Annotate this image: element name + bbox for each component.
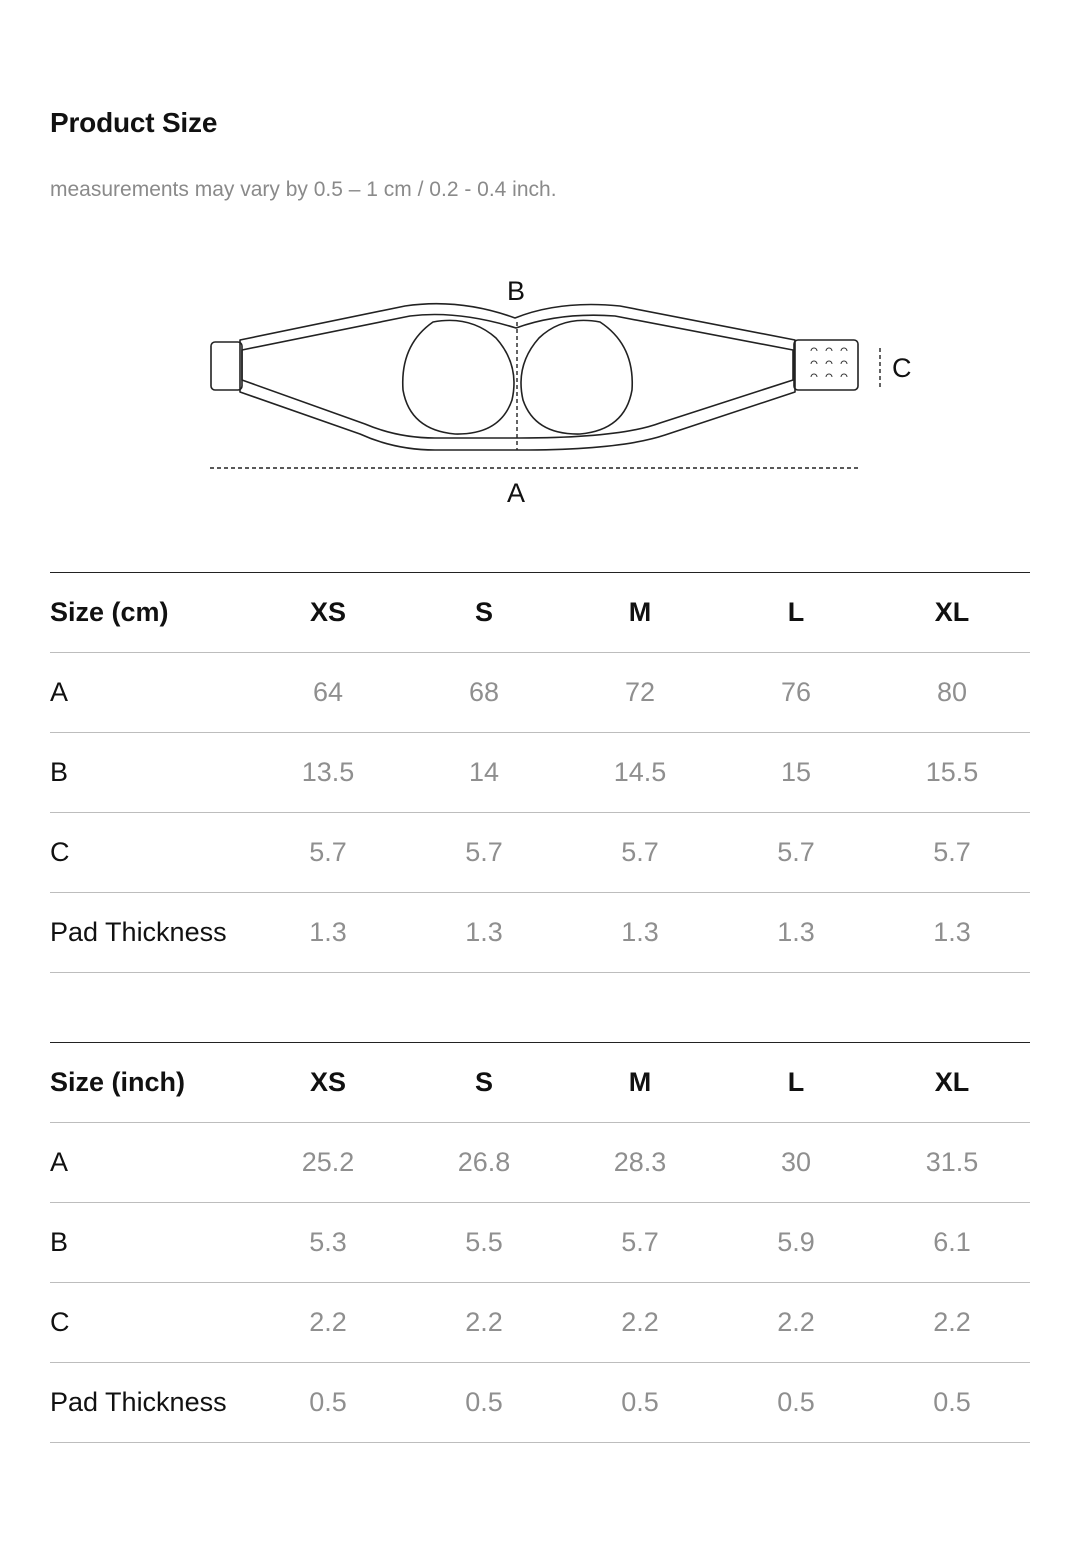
table-cell: 5.7 — [250, 813, 406, 893]
header-size-xs: XS — [250, 573, 406, 653]
bra-outline-illustration — [0, 260, 1080, 520]
header-size-m: M — [562, 1043, 718, 1123]
table-cell: 0.5 — [406, 1363, 562, 1443]
header-size-l: L — [718, 1043, 874, 1123]
row-label: C — [50, 1283, 250, 1363]
table-cell: 1.3 — [718, 893, 874, 973]
table-cell: 5.7 — [562, 1203, 718, 1283]
table-cell: 5.7 — [718, 813, 874, 893]
header-size-xl: XL — [874, 573, 1030, 653]
diagram-label-b: B — [507, 276, 526, 306]
table-cell: 14 — [406, 733, 562, 813]
header-size-l: L — [718, 573, 874, 653]
table-cell: 26.8 — [406, 1123, 562, 1203]
table-cell: 5.7 — [874, 813, 1030, 893]
table-cell: 1.3 — [874, 893, 1030, 973]
table-header-row — [50, 573, 1030, 653]
row-label: B — [50, 1203, 250, 1283]
table-cell: 2.2 — [250, 1283, 406, 1363]
row-label: Pad Thickness — [50, 1363, 250, 1443]
table-cell: 76 — [718, 653, 874, 733]
table-row — [50, 813, 1030, 893]
table-cell: 31.5 — [874, 1123, 1030, 1203]
header-size-m: M — [562, 573, 718, 653]
row-label: C — [50, 813, 250, 893]
table-cell: 15 — [718, 733, 874, 813]
table-cell: 80 — [874, 653, 1030, 733]
size-table-cm — [50, 572, 1030, 973]
table-cell: 68 — [406, 653, 562, 733]
table-cell: 0.5 — [874, 1363, 1030, 1443]
left-cup — [403, 320, 514, 434]
table-cell: 15.5 — [874, 733, 1030, 813]
row-label: B — [50, 733, 250, 813]
header-size-s: S — [406, 1043, 562, 1123]
table-cell: 13.5 — [250, 733, 406, 813]
table-header-row — [50, 1043, 1030, 1123]
bra-size-diagram — [0, 260, 1080, 520]
table-cell: 0.5 — [562, 1363, 718, 1443]
diagram-label-a: A — [507, 478, 526, 508]
table-cell: 2.2 — [874, 1283, 1030, 1363]
table-cell: 1.3 — [562, 893, 718, 973]
table-cell: 25.2 — [250, 1123, 406, 1203]
table-cell: 2.2 — [406, 1283, 562, 1363]
table-row — [50, 1283, 1030, 1363]
table-cell: 5.3 — [250, 1203, 406, 1283]
table-cell: 6.1 — [874, 1203, 1030, 1283]
table-row — [50, 1123, 1030, 1203]
table-cell: 0.5 — [718, 1363, 874, 1443]
table-row — [50, 653, 1030, 733]
header-size-s: S — [406, 573, 562, 653]
table-cell: 1.3 — [406, 893, 562, 973]
size-table-inch — [50, 1042, 1030, 1443]
table-cell: 14.5 — [562, 733, 718, 813]
diagram-label-c: C — [892, 353, 912, 383]
row-label: A — [50, 653, 250, 733]
table-row — [50, 893, 1030, 973]
table-cell: 64 — [250, 653, 406, 733]
right-hook-closure — [794, 340, 858, 390]
table-cell: 1.3 — [250, 893, 406, 973]
table-cell: 2.2 — [562, 1283, 718, 1363]
table-cell: 2.2 — [718, 1283, 874, 1363]
left-band-end — [211, 342, 242, 390]
table-row — [50, 733, 1030, 813]
table-cell: 5.7 — [406, 813, 562, 893]
table-cell: 5.7 — [562, 813, 718, 893]
hook-eyes — [811, 348, 847, 377]
page-title: Product Size — [50, 107, 218, 138]
header-size-unit: Size (cm) — [50, 573, 250, 653]
table-cell: 28.3 — [562, 1123, 718, 1203]
table-cell: 5.9 — [718, 1203, 874, 1283]
table-cell: 30 — [718, 1123, 874, 1203]
table-cell: 0.5 — [250, 1363, 406, 1443]
row-label: Pad Thickness — [50, 893, 250, 973]
table-row — [50, 1363, 1030, 1443]
table-row — [50, 1203, 1030, 1283]
measurement-note: measurements may vary by 0.5 – 1 cm / 0.2 - 0.4 inch. — [50, 178, 557, 201]
right-cup — [521, 320, 632, 434]
table-cell: 5.5 — [406, 1203, 562, 1283]
header-size-xs: XS — [250, 1043, 406, 1123]
table-cell: 72 — [562, 653, 718, 733]
header-size-xl: XL — [874, 1043, 1030, 1123]
row-label: A — [50, 1123, 250, 1203]
header-size-unit: Size (inch) — [50, 1043, 250, 1123]
